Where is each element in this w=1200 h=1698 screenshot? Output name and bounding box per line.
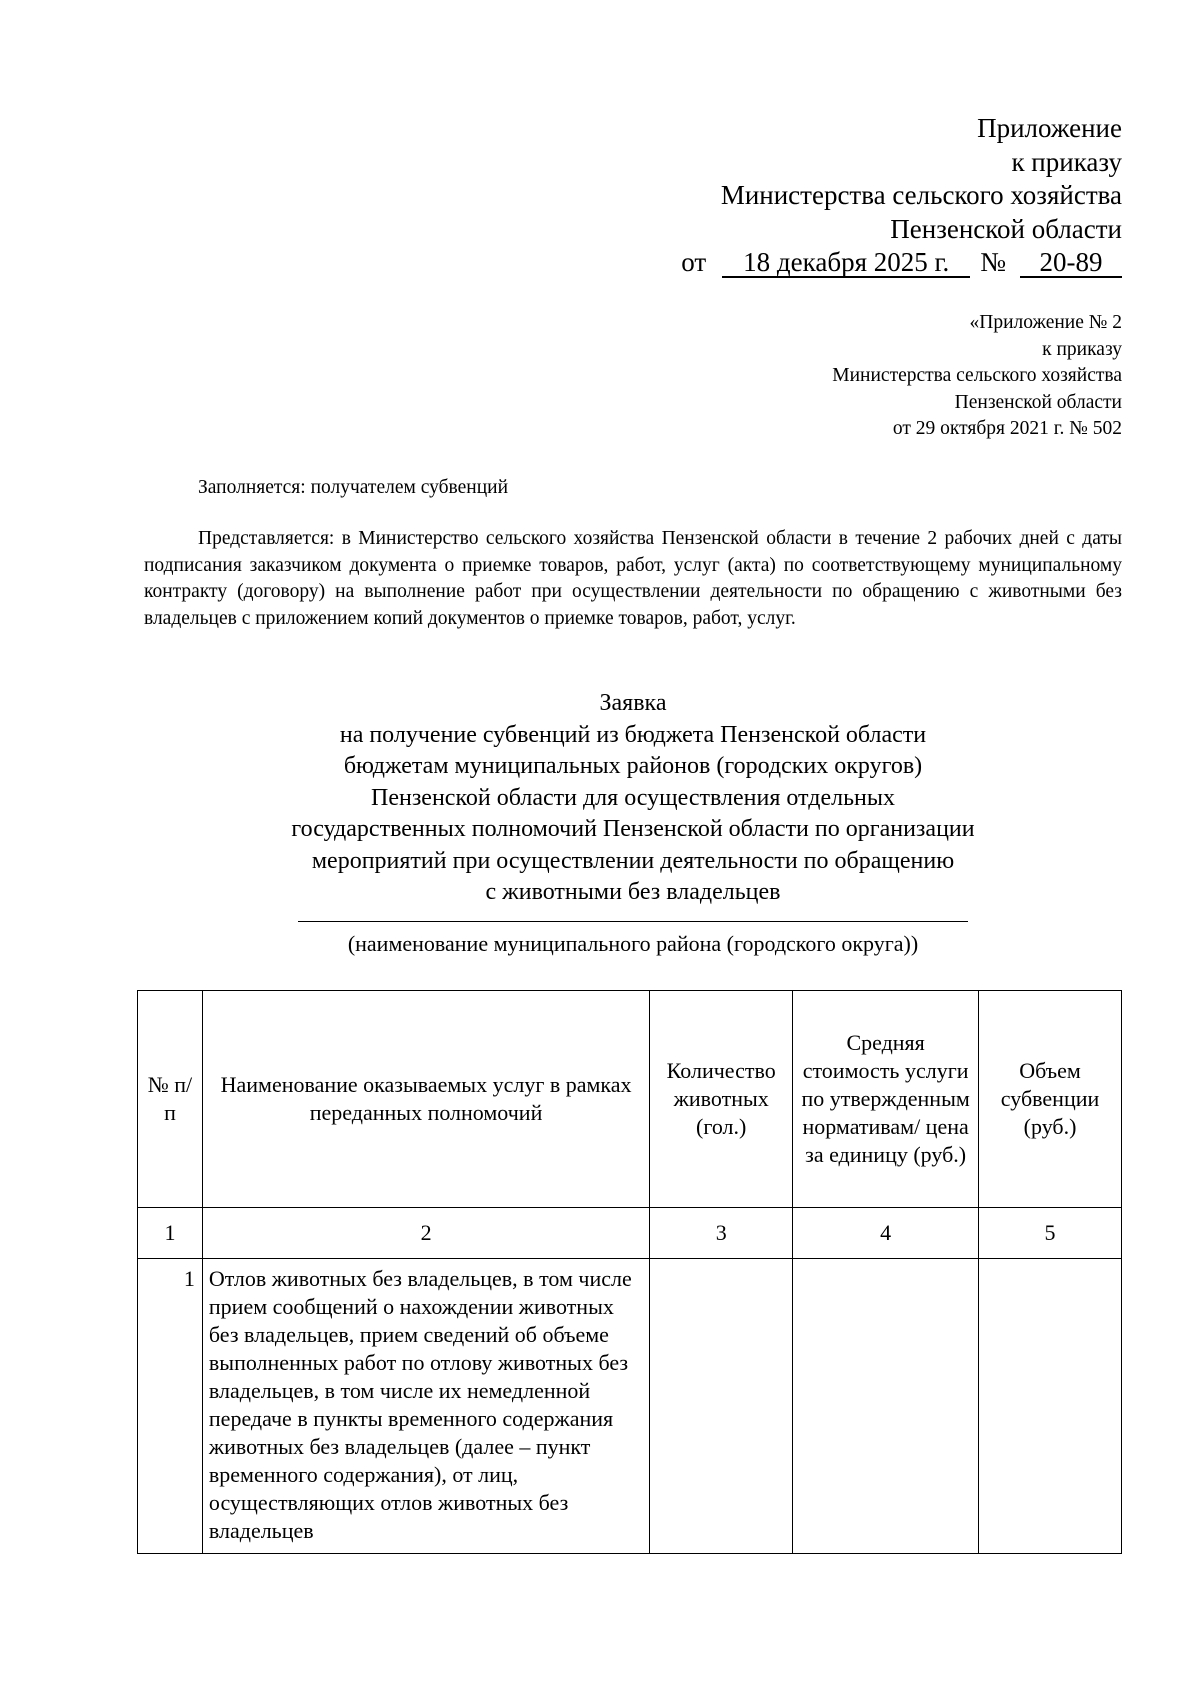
municipality-caption: (наименование муниципального района (городского округа)) (347, 931, 919, 956)
column-number: 2 (202, 1208, 649, 1259)
table-row (138, 1259, 1122, 1554)
title-line-2: на получение субвенций из бюджета Пензенской области (339, 721, 927, 748)
title-line-1: Заявка (599, 690, 667, 716)
title-line-7: с животными без владельцев (485, 879, 781, 905)
application-title (144, 688, 1122, 909)
column-number: 4 (793, 1208, 979, 1259)
appendix-header (681, 112, 1122, 280)
column-number: 3 (650, 1208, 793, 1259)
prior-appendix-header (832, 310, 1122, 443)
submit-note: Представляется: в Министерство сельского хозяйства Пензенской области в течение 2 рабочих дней с даты подписания заказчиком документа о приемке товаров, работ, услуг (акта) по соответствующему муниципальному контракту (договору) на выполнение работ при осуществлении деятельности по обращению с животными без владельцев с приложением копий документов о приемке товаров, работ, услуг. (144, 528, 1122, 629)
fill-note: Заполняется: получателем субвенций (198, 477, 509, 498)
title-line-5: государственных полномочий Пензенской области по организации (291, 816, 975, 842)
date-prefix: от (681, 247, 707, 277)
row-average-cost-cell (793, 1259, 979, 1554)
header-service-name: Наименование оказываемых услуг в рамках переданных полномочий (202, 991, 649, 1208)
title-line-3: бюджетам муниципальных районов (городских округов) (343, 753, 923, 779)
appendix-region: Пензенской области (890, 213, 1122, 244)
prior-ministry: Министерства сельского хозяйства (832, 365, 1122, 386)
column-number: 1 (138, 1208, 203, 1259)
subvention-table (137, 990, 1122, 1554)
column-number: 5 (979, 1208, 1122, 1259)
row-service-name: Отлов животных без владельцев, в том числе прием сообщений о нахождении животных без владельцев, прием сведений об объеме выполненных работ по отлову животных без владельцев, в том числе их немедленной передаче в пункты временного содержания животных без владельцев (далее – пункт временного содержания), от лиц, осуществляющих отлов животных без владельцев (202, 1259, 649, 1554)
prior-region: Пензенской области (954, 391, 1122, 413)
header-subvention: Объем субвенции (руб.) (979, 991, 1122, 1208)
prior-order-date: от 29 октября 2021 г. № 502 (892, 418, 1122, 439)
row-subvention-cell (979, 1259, 1122, 1554)
header-average-cost: Средняя стоимость услуги по утвержденным нормативам/ цена за единицу (руб.) (793, 991, 979, 1208)
order-date: 18 декабря 2025 г. (722, 248, 970, 278)
municipality-blank-line (298, 921, 968, 922)
header-quantity: Количество животных (гол.) (650, 991, 793, 1208)
table-header-row (138, 991, 1122, 1208)
appendix-order-ref: к приказу (1011, 146, 1122, 177)
title-line-6: мероприятий при осуществлении деятельности по обращению (311, 847, 955, 874)
header-number: № п/п (138, 991, 203, 1208)
number-sign: № (980, 247, 1006, 277)
order-number: 20-89 (1020, 248, 1122, 278)
title-line-4: Пензенской области для осуществления отдельных (371, 784, 895, 811)
appendix-ministry: Министерства сельского хозяйства (720, 180, 1122, 210)
column-number-row (138, 1208, 1122, 1259)
row-number: 1 (138, 1259, 203, 1554)
prior-order-ref: к приказу (1042, 338, 1122, 360)
row-quantity-cell (650, 1259, 793, 1554)
appendix-date-line (681, 246, 1122, 280)
appendix-title: Приложение (977, 113, 1122, 143)
prior-appendix-title: «Приложение № 2 (969, 312, 1122, 333)
